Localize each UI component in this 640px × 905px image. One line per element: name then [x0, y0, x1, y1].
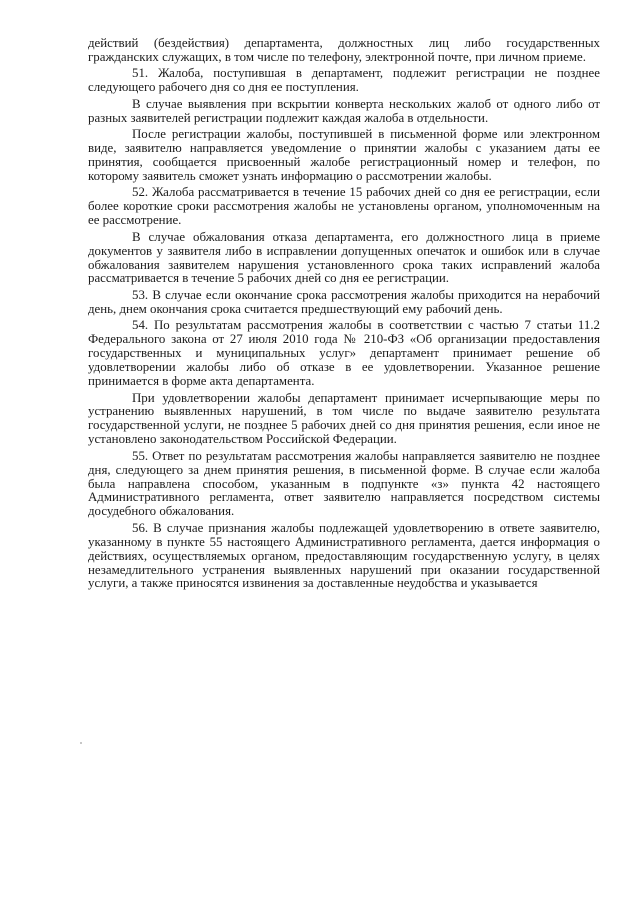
paragraph-54-satisfaction: При удовлетворении жалобы департамент принимает исчерпывающие меры по устранению выявленных нарушений, в том числе по выдаче заявителю результата государственной услуги, не позднее 5 рабочих дней со дня принятия решения, если иное не установлено законодательством Российской Федерации.: [88, 390, 600, 447]
paragraph-51: 51. Жалоба, поступившая в департамент, подлежит регистрации не позднее следующего рабочего дня со дня ее поступления.: [88, 66, 600, 95]
paragraph-51-multiple-complaints: В случае выявления при вскрытии конверта нескольких жалоб от одного либо от разных заявителей регистрации подлежит каждая жалоба в отдельности.: [88, 96, 600, 125]
paragraph-52: 52. Жалоба рассматривается в течение 15 рабочих дней со дня ее регистрации, если более короткие сроки рассмотрения жалобы не установлены органом, уполномоченным на ее рассмотрение.: [88, 185, 600, 228]
paragraph-51-notification: После регистрации жалобы, поступившей в письменной форме или электронном виде, заявителю направляется уведомление о принятии жалобы с указанием даты ее принятия, сообщается присвоенный жалобе регистрационный номер и телефон, по которому заявитель сможет узнать информацию о рассмотрении жалобы.: [88, 127, 600, 183]
scan-speck: [80, 742, 82, 744]
paragraph-54: 54. По результатам рассмотрения жалобы в соответствии с частью 7 статьи 11.2 Федерального закона от 27 июля 2010 года № 210-ФЗ «Об организации предоставления государственных и муниципальных услуг» департамент принимает решение об удовлетворении жалобы либо об отказе в ее удовлетворении. Указанное решение принимается в форме акта департамента.: [88, 318, 600, 388]
paragraph-53: 53. В случае если окончание срока рассмотрения жалобы приходится на нерабочий день, днем окончания срока считается предшествующий ему рабочий день.: [88, 287, 600, 316]
paragraph-continuation: действий (бездействия) департамента, должностных лиц либо государственных гражданских служащих, в том числе по телефону, электронной почте, при личном приеме.: [88, 36, 600, 64]
paragraph-52-refusal-appeal: В случае обжалования отказа департамента, его должностного лица в приеме документов у заявителя либо в исправлении допущенных опечаток и ошибок или в случае обжалования заявителем нарушения установленного срока таких исправлений жалоба рассматривается в течение 5 рабочих дней со дня ее регистрации.: [88, 229, 600, 286]
paragraph-56: 56. В случае признания жалобы подлежащей удовлетворению в ответе заявителю, указанному в пункте 55 настоящего Административного регламента, дается информация о действиях, осуществляемых органом, предоставляющим государственную услугу, в целях незамедлительного устранения выявленных нарушений при оказании государственной услуги, а также приносятся извинения за доставленные неудобства и указывается: [88, 520, 600, 591]
paragraph-55: 55. Ответ по результатам рассмотрения жалобы направляется заявителю не позднее дня, следующего за днем принятия решения, в письменной форме. В случае если жалоба была направлена способом, указанным в подпункте «з» пункта 42 настоящего Административного регламента, ответ заявителю направляется посредством системы досудебного обжалования.: [88, 448, 600, 519]
document-body: [88, 37, 600, 594]
